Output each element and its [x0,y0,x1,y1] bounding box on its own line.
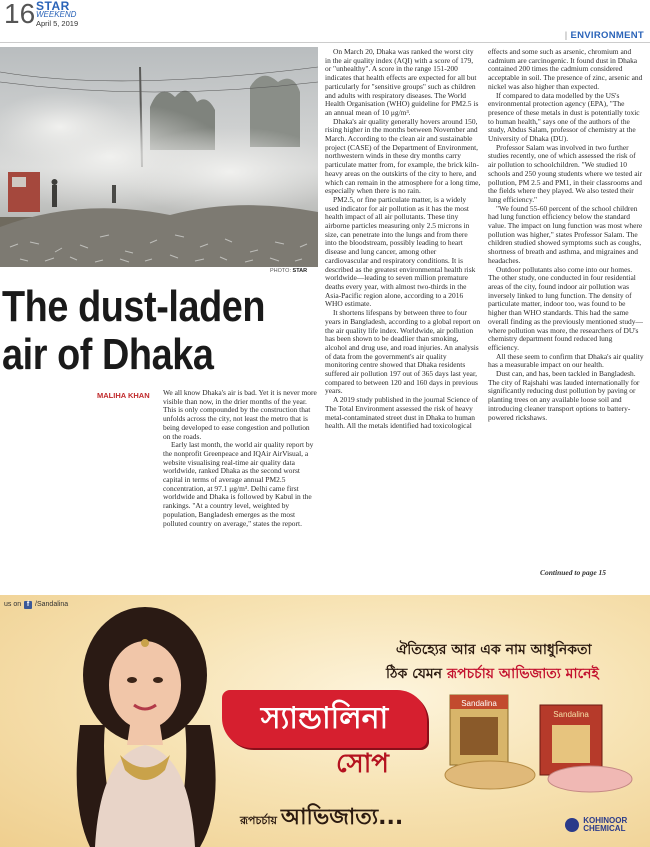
paragraph: On March 20, Dhaka was ranked the worst city in the air quality index (AQI) with a score of 179, or "unhealthy". A score in the range 151-200 indicates that health effects are expected for all but particularly for "sensitive groups" such as children and adults with respiratory diseases. The World Health Organisation (WHO) guideline for PM2.5 is an annual mean of 10 μg/m³. [325,47,479,117]
social-prefix: us on [4,601,22,608]
byline: MALIHA KHAN [97,391,150,400]
paragraph: Early last month, the world air quality report by the nonprofit Greenpeace and IQAir AirVisual, a website visualising real-time air quality data worldwide, ranked Dhaka as the second worst capital in terms of average annual PM2.5 concentration, at 97.1 μg/m³. Delhi came first worldwide and Dhaka is followed by Kabul in the rankings. "At a country level, weighted by population, Bangladesh emerges as the most polluted country on average," states the report. [163,440,314,528]
masthead [36,0,78,28]
social-handle [4,601,68,609]
article-column-1 [163,389,318,528]
soap-packs [440,675,640,795]
ad-slogan [240,800,403,837]
kohinoor-logo-icon [565,818,579,832]
social-handle-text: /Sandalina [35,601,69,608]
paragraph: Professor Salam was involved in two further studies recently, one of which assessed the risk of air pollution to schoolchildren. "We studied 10 schools and 250 young students where we tested air pollution, PM 2.5 and PM1, in their classrooms and the fields where they played. We also tested their lung efficiency." [488,142,643,204]
paragraph: A 2019 study published in the journal Science of The Total Environment assessed the risk of heavy metal-contaminated street dust in Dhaka to human health. All the metals identified had toxicological [325,395,479,431]
section-bar: | [564,30,568,41]
paragraph: Outdoor pollutants also come into our homes. The other study, one conducted in four residential areas of the city, found indoor air pollution was inversely linked to lung function. The density of particulate matter, indoor too, was found to be higher than WHO standards. This had the same overall finding as the previously mentioned study—where pollution was more, the researchers of DU's chemistry department found reduced lung efficiency. [488,264,643,352]
section-name: ENVIRONMENT [570,30,644,41]
photo-illustration [0,47,318,267]
paragraph: "We found 55-60 percent of the school children had lung function efficiency below the standard value. The impact on lung function was most where pollution was higher," states Professor Salam. The children studied showed symptoms such as coughs, shortness of breath and asthma, and migraines and headaches. [488,203,643,265]
product-type: সোপ [336,749,389,779]
ad-slogan-big: আভিজাত্য... [280,805,404,830]
credit-source: STAR [292,268,308,274]
brand-name: STAR [36,0,70,13]
maker-logo [565,817,627,833]
maker-name-2: CHEMICAL [583,824,626,833]
page-number: 16 [4,0,36,29]
paragraph: PM2.5, or fine particulate matter, is a widely used indicator for air pollution as it has the most health impact of all air pollutants. These tiny airborne particles measuring only 2.5 microns in size, can penetrate into the lungs and from there into the bloodstream, possibly leading to heart disease and lung cancer, among other cardiovascular and respiratory conditions. It is described as the greatest environmental health risk worldwide—leading to seven million premature deaths every year, with almost two-thirds in the Asia-Pacific region alone, according to a 2016 WHO estimate. [325,194,476,309]
paragraph: Dhaka's air quality generally hovers around 150, rising higher in the months between November and March. According to the clean air and sustainable project (CASE) of the Department of Environment, northwestern winds in these dry months carry particulate matter from, for example, the brick kiln-heavy areas on the outskirts of the city to here, and which can remain in the atmosphere for a long time, especially when there is no rain. [325,116,481,196]
headline: The dust-laden air of Dhaka [2,282,266,379]
article-column-3 [488,48,644,422]
model-photo [60,605,230,847]
product-name: স্যান্ডালিনা [222,690,427,748]
paragraph: It shortens lifespans by between three to four years in Bangladesh, according to a global report on the air quality life index. Worldwide, air pollution has been shown to be deadlier than smoking, alcohol and drug use, and road injuries. An analysis of data from the government's air quality monitoring centre showed that Dhaka residents suffered air pollution 197 out of 365 days last year, compared to between 120 and 160 days in previous years. [325,308,481,396]
paragraph: Dust can, and has, been tackled in Bangladesh. The city of Rajshahi was lauded internationally for significantly reducing dust pollution by paving or planting trees on any available loose soil and introducing cleaner transport options to battery-powered rickshaws. [488,369,640,422]
maker-name-1: KOHINOOR [583,816,628,825]
facebook-icon: f [24,601,32,609]
advertisement[interactable] [0,595,650,847]
article-column-2 [325,48,481,431]
credit-label: PHOTO: [270,268,291,274]
ad-tagline-2a: ঠিক যেমন [386,666,443,682]
pack-2-label: Sandalina [553,710,589,719]
issue-date: April 5, 2019 [36,19,79,28]
ad-slogan-small: রূপচর্চায় [240,814,278,827]
ad-tagline-2b: রূপচর্চায় আভিজাত্য মানেই [446,666,599,682]
section-label [565,30,644,41]
pack-1-label: Sandalina [461,699,497,708]
photo-credit [270,268,307,274]
lead-photo [0,47,318,267]
ad-tagline-1: ঐতিহ্যের আর এক নাম আধুনিকতা [396,642,592,658]
paragraph: If compared to data modelled by the US's environmental protection agency (EPA), "The presence of these metals in dust is potentially toxic to human health," says one of the authors of the study, Abdus Salam, professor of chemistry at the University of Dhaka (DU). [488,90,640,144]
paragraph: All these seem to confirm that Dhaka's air quality has a measurable impact on our health. [488,351,644,370]
continued-link[interactable]: Continued to page 15 [540,568,607,577]
paragraph: We all know Dhaka's air is bad. Yet it is never more visible than now, in the drier months of the year. This is only compounded by the construction that unfolds across the city, not least the metro that is being developed to ease congestion and pollution on the roads. [163,388,317,441]
header-divider [0,42,650,43]
paragraph: effects and some such as arsenic, chromium and cadmium are carcinogenic. It found dust in Dhaka contained 200 times the cadmium considered acceptable in soil. The presence of zinc, arsenic and nickel was also higher than expected. [488,47,643,91]
sub-brand: WEEKEND [36,10,77,19]
